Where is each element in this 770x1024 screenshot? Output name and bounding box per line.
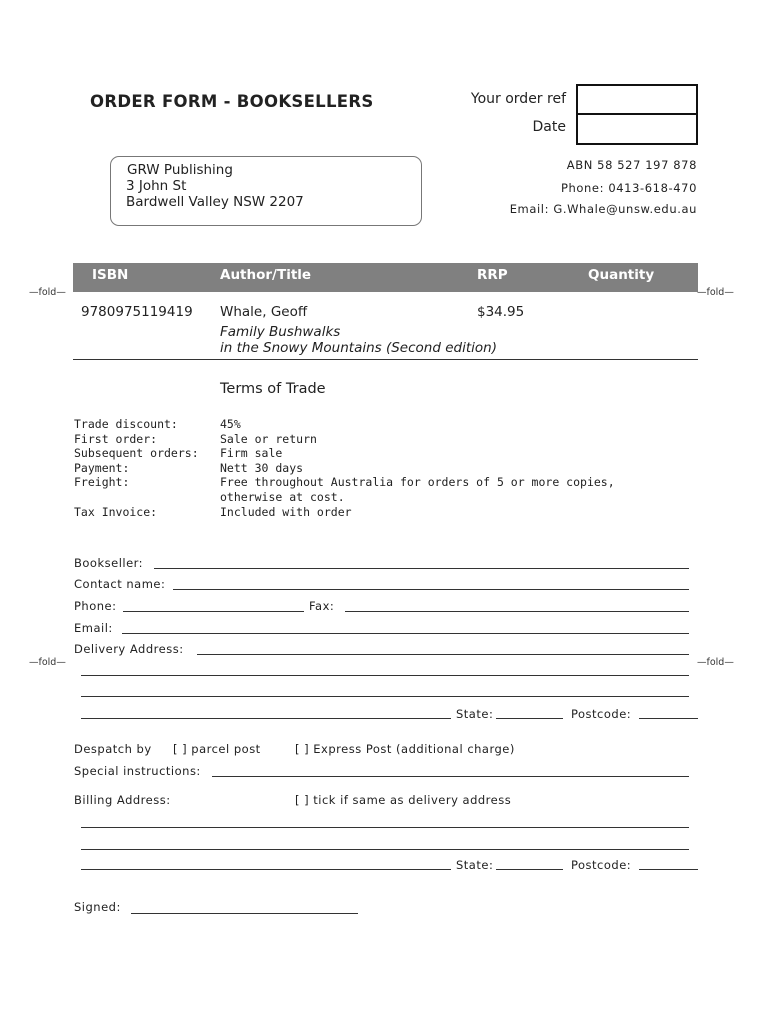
date-label: Date: [532, 119, 566, 135]
table-header: [73, 263, 698, 292]
billing-field-2[interactable]: [81, 849, 689, 850]
term-value: Sale or return: [220, 431, 317, 446]
billing-state-field[interactable]: [496, 869, 563, 870]
terms-title: Terms of Trade: [220, 381, 326, 397]
same-address-option[interactable]: [ ] tick if same as delivery address: [295, 793, 512, 807]
delivery-postcode-label: Postcode:: [571, 707, 632, 721]
despatch-label: Despatch by: [74, 742, 152, 756]
term-value: Firm sale: [220, 446, 283, 461]
signed-label: Signed:: [74, 900, 121, 914]
term-value: Included with order: [220, 504, 352, 519]
date-field[interactable]: [576, 113, 698, 145]
term-label: Freight:: [74, 475, 130, 490]
order-ref-field[interactable]: [576, 84, 698, 115]
terms-labels: [74, 417, 199, 519]
fax-field[interactable]: [345, 611, 689, 612]
header-quantity: Quantity: [588, 267, 655, 283]
term-value: 45%: [220, 417, 241, 431]
billing-postcode-field[interactable]: [639, 869, 698, 870]
contact-label: Contact name:: [74, 577, 166, 591]
publisher-phone: Phone: 0413-618-470: [560, 181, 697, 195]
row-title-line1: Family Bushwalks: [220, 324, 341, 340]
phone-field[interactable]: [123, 611, 304, 612]
fold-mark-right-bottom: —fold—: [697, 657, 734, 668]
phone-label: Phone:: [74, 599, 117, 613]
email-field[interactable]: [122, 633, 689, 634]
fax-label: Fax:: [309, 599, 335, 613]
publisher-abn: ABN 58 527 197 878: [566, 158, 697, 172]
term-label: First order:: [74, 431, 158, 446]
publisher-name: GRW Publishing: [127, 162, 233, 178]
row-author: Whale, Geoff: [220, 304, 308, 320]
fold-mark-left-bottom: —fold—: [29, 657, 66, 668]
bookseller-field[interactable]: [154, 568, 689, 569]
term-value: Free throughout Australia for orders of 5 or more copies,: [220, 475, 615, 490]
email-label: Email:: [74, 621, 113, 635]
header-isbn: ISBN: [92, 267, 129, 283]
term-label: [74, 490, 199, 505]
signature-field[interactable]: [131, 913, 358, 914]
billing-label: Billing Address:: [74, 793, 171, 807]
term-label: Subsequent orders:: [74, 446, 199, 461]
terms-values: [220, 417, 615, 519]
publisher-street: 3 John St: [126, 178, 187, 194]
special-instructions-label: Special instructions:: [74, 764, 201, 778]
special-instructions-field[interactable]: [212, 776, 689, 777]
term-value: otherwise at cost.: [220, 489, 345, 504]
billing-state-label: State:: [456, 858, 494, 872]
delivery-state-field[interactable]: [496, 718, 563, 719]
billing-field-1[interactable]: [81, 827, 689, 828]
delivery-field-3[interactable]: [81, 696, 689, 697]
delivery-field-4[interactable]: [81, 718, 451, 719]
express-post-option[interactable]: [ ] Express Post (additional charge): [295, 742, 515, 756]
publisher-suburb: Bardwell Valley NSW 2207: [126, 194, 304, 210]
table-divider: [73, 359, 698, 360]
billing-field-3[interactable]: [81, 869, 451, 870]
row-title-line2: in the Snowy Mountains (Second edition): [220, 340, 497, 356]
delivery-field-1[interactable]: [197, 654, 689, 655]
order-ref-label: Your order ref: [470, 91, 566, 107]
delivery-label: Delivery Address:: [74, 642, 184, 656]
bookseller-label: Bookseller:: [74, 556, 144, 570]
fold-mark-right-top: —fold—: [697, 287, 734, 298]
term-value: Nett 30 days: [220, 460, 304, 475]
fold-mark-left-top: —fold—: [29, 287, 66, 298]
publisher-address-box: [110, 156, 422, 226]
header-author-title: Author/Title: [220, 267, 312, 283]
delivery-postcode-field[interactable]: [639, 718, 698, 719]
term-label: Trade discount:: [74, 417, 178, 431]
term-label: Payment:: [74, 460, 130, 475]
billing-postcode-label: Postcode:: [571, 858, 632, 872]
parcel-post-option[interactable]: [ ] parcel post: [173, 742, 261, 756]
delivery-field-2[interactable]: [81, 675, 689, 676]
term-label: Tax Invoice:: [74, 504, 158, 519]
publisher-email: Email: G.Whale@unsw.edu.au: [509, 202, 697, 216]
page-title: ORDER FORM - BOOKSELLERS: [90, 92, 374, 111]
row-isbn: 9780975119419: [81, 304, 193, 320]
row-rrp: $34.95: [477, 304, 525, 320]
contact-field[interactable]: [173, 589, 689, 590]
delivery-state-label: State:: [456, 707, 494, 721]
header-rrp: RRP: [477, 267, 508, 283]
